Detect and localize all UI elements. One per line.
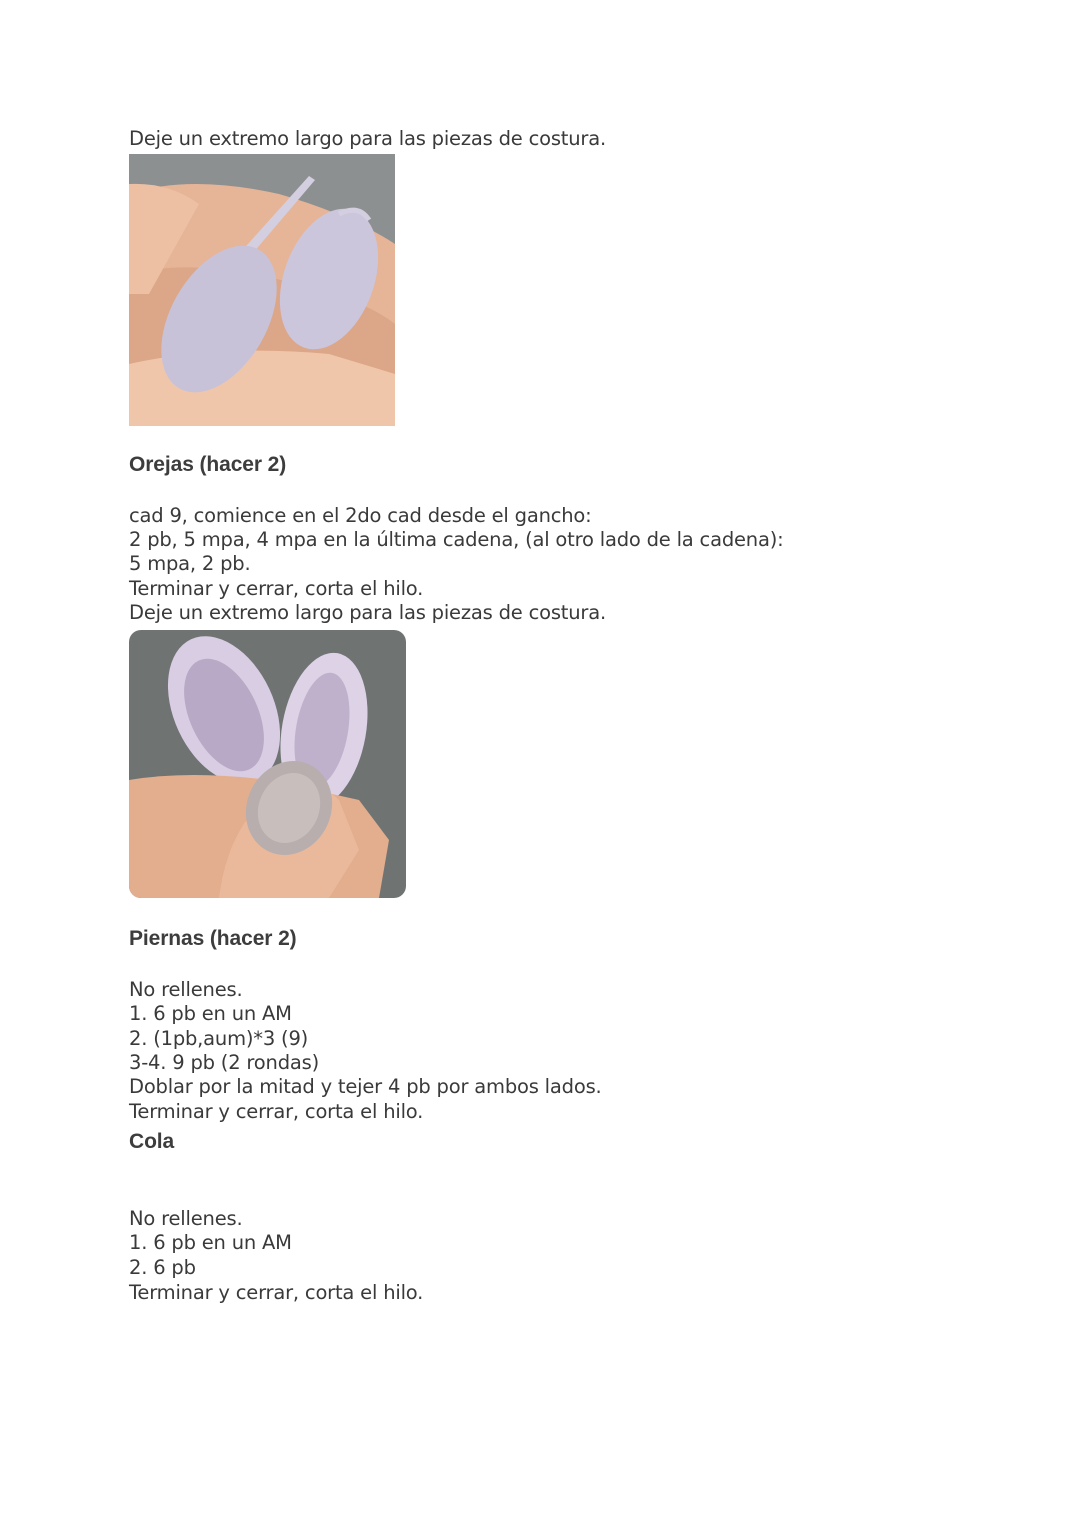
section-title-cola: Cola [129, 1130, 175, 1153]
piernas-line-5: Doblar por la mitad y tejer 4 pb por ambos lados. [129, 1075, 602, 1098]
section-title-piernas: Piernas (hacer 2) [129, 927, 297, 950]
piernas-line-6: Terminar y cerrar, corta el hilo. [129, 1100, 424, 1123]
piernas-line-3: 2. (1pb,aum)*3 (9) [129, 1027, 309, 1050]
orejas-line-1: cad 9, comience en el 2do cad desde el gancho: [129, 504, 592, 527]
cola-line-3: 2. 6 pb [129, 1256, 196, 1279]
cola-line-2: 1. 6 pb en un AM [129, 1231, 292, 1254]
intro-text: Deje un extremo largo para las piezas de costura. [129, 127, 606, 150]
ears-photo [129, 630, 406, 898]
orejas-line-3: 5 mpa, 2 pb. [129, 552, 251, 575]
orejas-line-4: Terminar y cerrar, corta el hilo. [129, 577, 424, 600]
piernas-line-4: 3-4. 9 pb (2 rondas) [129, 1051, 319, 1074]
arms-photo [129, 154, 395, 426]
orejas-line-2: 2 pb, 5 mpa, 4 mpa en la última cadena, (al otro lado de la cadena): [129, 528, 784, 551]
piernas-line-1: No rellenes. [129, 978, 243, 1001]
section-title-orejas: Orejas (hacer 2) [129, 453, 287, 476]
orejas-line-5: Deje un extremo largo para las piezas de costura. [129, 601, 606, 624]
piernas-line-2: 1. 6 pb en un AM [129, 1002, 292, 1025]
cola-line-1: No rellenes. [129, 1207, 243, 1230]
cola-line-4: Terminar y cerrar, corta el hilo. [129, 1281, 424, 1304]
